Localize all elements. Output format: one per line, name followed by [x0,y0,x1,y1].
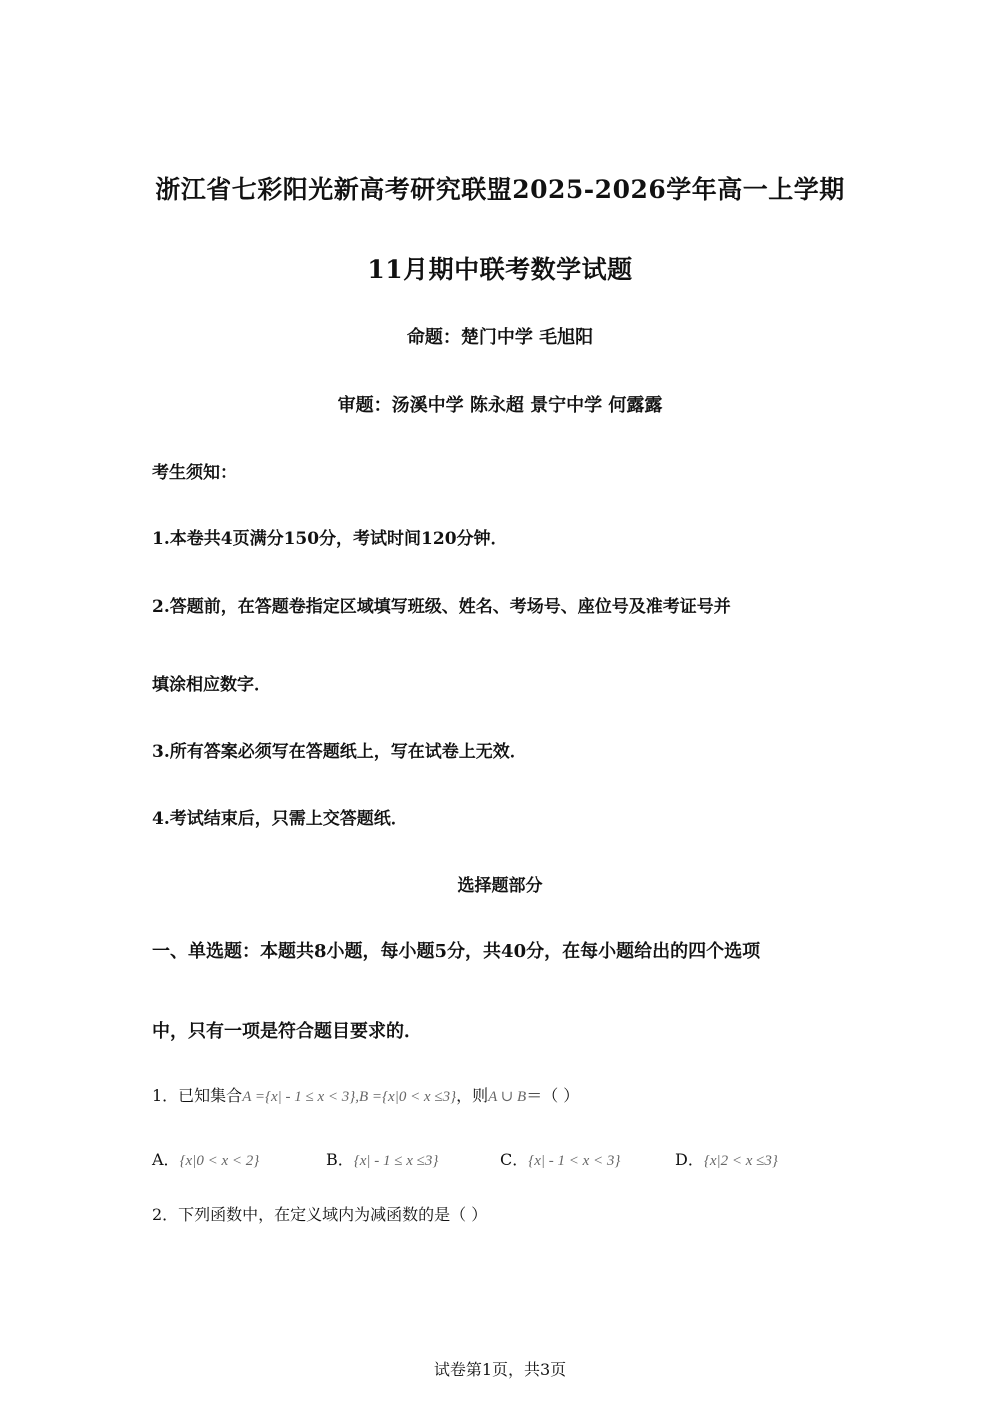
page-footer: 试卷第1页，共3页 [433,1360,567,1379]
option-a-label: A． [152,1150,180,1169]
section-heading-line2: 中，只有一项是符合题目要求的． [152,1021,422,1042]
option-c-label: C． [500,1150,529,1169]
exam-title-line1: 浙江省七彩阳光新高考研究联盟2025-2026学年高一上学期 [155,175,845,204]
option-b-value: {x| - 1 ≤ x ≤3} [353,1153,439,1169]
option-c [500,1147,620,1170]
question-1 [152,1083,579,1106]
notice-item-3: 3.所有答案必须写在答题纸上，写在试卷上无效． [152,742,527,762]
notice-heading: 考生须知： [152,463,237,483]
notice-item-4: 4.考试结束后，只需上交答题纸． [152,809,408,829]
option-d-label: D． [675,1150,704,1169]
question-1-tail: ＝（ ） [526,1086,580,1105]
union-formula: A ∪ B [488,1089,527,1105]
option-d-value: {x|2 < x ≤3} [703,1153,778,1169]
notice-item-2-line2: 填涂相应数字． [152,675,271,695]
option-c-value: {x| - 1 < x < 3} [528,1153,621,1169]
notice-item-2-line1: 2.答题前，在答题卷指定区域填写班级、姓名、考场号、座位号及准考证号并 [152,597,731,617]
formula-comma: , [355,1089,359,1105]
option-d [675,1147,778,1170]
reviewer-line: 审题：汤溪中学 陈永超 景宁中学 何露露 [337,395,663,416]
set-b-formula: B ={x|0 < x ≤3} [359,1089,457,1105]
section-heading-line1: 一、单选题：本题共8小题，每小题5分，共40分，在每小题给出的四个选项 [152,941,761,962]
part-title: 选择题部分 [457,876,543,896]
question-1-suffix: ，则 [456,1086,489,1105]
option-b-label: B． [326,1150,354,1169]
question-1-prefix: 1．已知集合 [152,1086,243,1105]
option-a-value: {x|0 < x < 2} [179,1153,260,1169]
exam-title-line2: 11月期中联考数学试题 [367,255,633,284]
option-b [326,1147,438,1170]
notice-item-1: 1.本卷共4页满分150分，考试时间120分钟． [152,529,508,549]
question-2: 2．下列函数中，在定义域内为减函数的是（ ） [152,1205,488,1224]
set-a-formula: A ={x| - 1 ≤ x < 3} [242,1089,356,1105]
proposer-line: 命题：楚门中学 毛旭阳 [406,327,594,348]
option-a [152,1147,259,1170]
